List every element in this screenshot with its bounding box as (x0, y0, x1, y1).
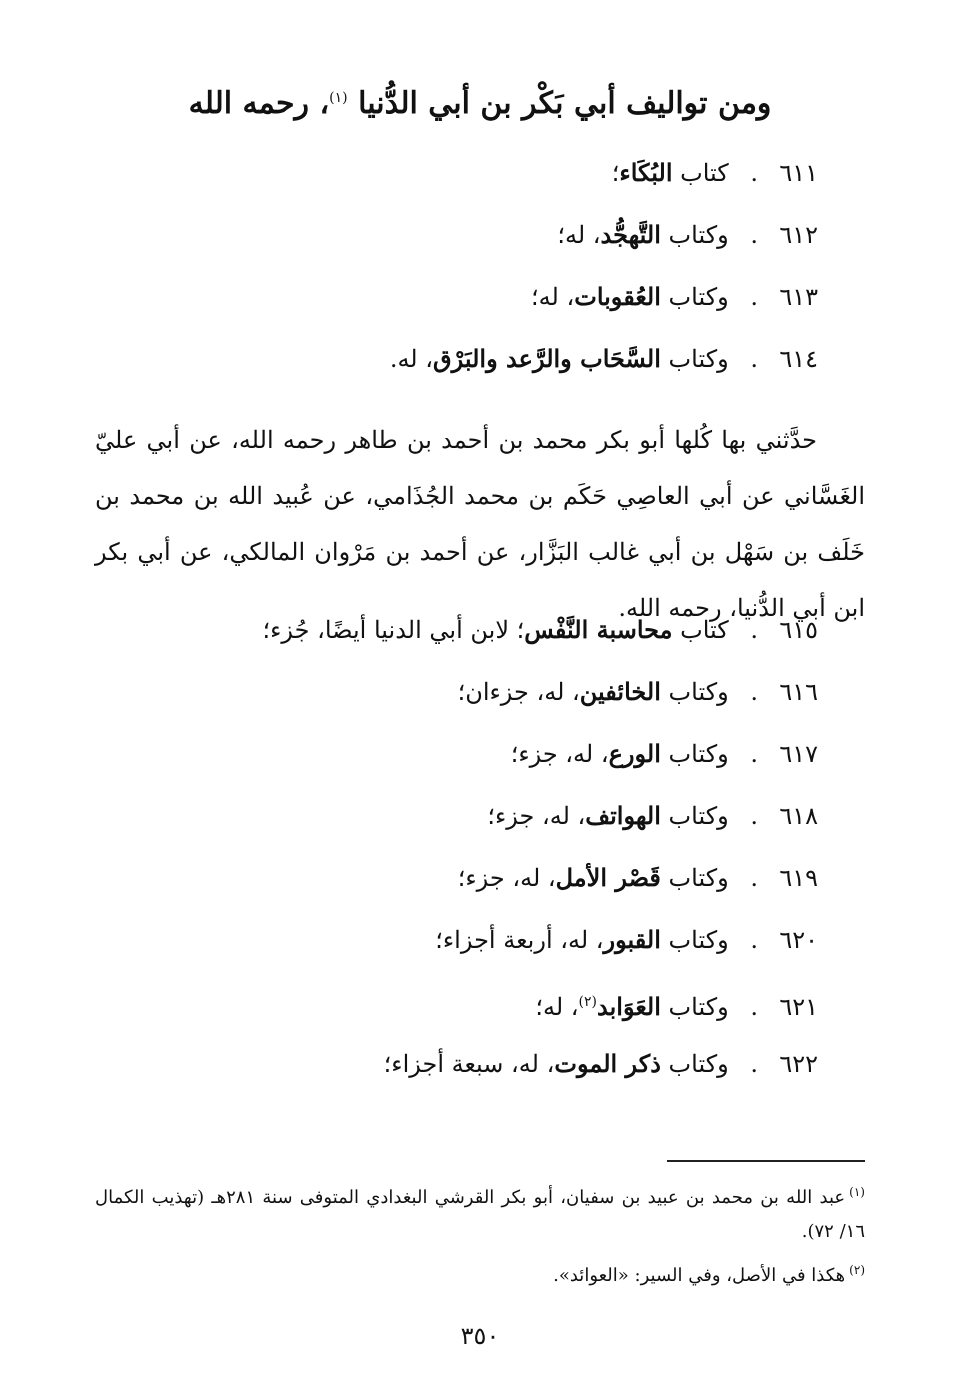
entry-prefix: وكتاب (668, 283, 729, 311)
entry-rest: ؛ (611, 159, 620, 187)
book-list-2 (198, 602, 818, 1098)
entry-prefix: وكتاب (668, 993, 729, 1021)
entry-number: ٦٢١ (779, 993, 818, 1021)
entry-title: التَّهجُّد (600, 220, 661, 249)
heading-tail: ، رحمه الله (188, 86, 330, 121)
page-number: ٣٥٠ (460, 1322, 500, 1350)
heading-footnote-mark[interactable]: (١) (329, 90, 348, 106)
list-item: ٦٢٠. وكتاب القبور، له، أربعة أجزاء؛ (198, 912, 818, 974)
entry-rest: ، له؛ (557, 221, 601, 249)
entry-rest: ، له، جزء؛ (457, 864, 556, 892)
entry-rest: ، له، سبعة أجزاء؛ (383, 1050, 555, 1078)
list-item: ٦١٩. وكتاب قَصْر الأمل، له، جزء؛ (198, 850, 818, 912)
footnote-text: عبد الله بن محمد بن عبيد بن سفيان، أبو بكر القرشي البغدادي المتوفى سنة ٢٨١هـ (تهذيب الكمال ١٦/ ٧٢). (95, 1187, 865, 1242)
entry-title: محاسبة النَّفْس (524, 615, 673, 644)
section-heading (150, 70, 810, 132)
entry-prefix: وكتاب (668, 345, 729, 373)
entry-prefix: وكتاب (668, 864, 729, 892)
entry-prefix: كتاب (680, 616, 729, 644)
list-item: ٦١٨. وكتاب الهواتف، له، جزء؛ (198, 788, 818, 850)
entry-title: العُقوبات (574, 282, 661, 311)
entry-number: ٦١٦ (779, 678, 818, 706)
entry-prefix: كتاب (680, 159, 729, 187)
entry-rest: ، له، جزء؛ (510, 740, 609, 768)
entry-rest: ، له. (389, 345, 433, 373)
entry-prefix: وكتاب (668, 678, 729, 706)
entry-number: ٦١٨ (779, 802, 818, 830)
entry-title: السَّحَاب والرَّعد والبَرْق (433, 344, 661, 373)
entry-number: ٦١٧ (779, 740, 818, 768)
entry-rest: ؛ لابن أبي الدنيا أيضًا، جُزء؛ (262, 616, 525, 644)
entry-prefix: وكتاب (668, 740, 729, 768)
list-item: ٦٢١. وكتاب العَوَابد$^{(٢)}$، له؛ (198, 974, 818, 1036)
list-item: ٦١٦. وكتاب الخائفين، له، جزءان؛ (198, 664, 818, 726)
list-item: ٦١٧. وكتاب الورع، له، جزء؛ (198, 726, 818, 788)
entry-footnote-mark[interactable]: (٢) (578, 994, 597, 1010)
footnote-2 (95, 1253, 865, 1293)
footnote-divider (667, 1160, 865, 1162)
entry-title: الهواتف (585, 801, 661, 830)
entry-rest: ، له، أربعة أجزاء؛ (435, 926, 604, 954)
footnote-text: هكذا في الأصل، وفي السير: «العوائد». (553, 1265, 846, 1286)
entry-title: ذكر الموت (554, 1049, 661, 1078)
entry-number: ٦١٥ (779, 616, 818, 644)
footnote-1 (95, 1175, 865, 1249)
list-item: ٦١٥. كتاب محاسبة النَّفْس؛ لابن أبي الدنيا أيضًا، جُزء؛ (198, 602, 818, 664)
entry-rest: ، له، جزء؛ (487, 802, 586, 830)
entry-number: ٦١١ (779, 159, 818, 187)
list-item: ٦١١. كتاب البُكَاء؛ (198, 145, 818, 207)
entry-prefix: وكتاب (668, 1050, 729, 1078)
transmission-paragraph: حدَّثني بها كُلها أبو بكر محمد بن أحمد بن طاهر رحمه الله، عن أبي عليّ الغَسَّاني عن أبي العاصِي حَكَم بن محمد الجُذَامي، عن عُبيد الله بن محمد بن خَلَف بن سَهْل بن أبي غالب البَزَّار، عن أحمد بن مَرْوان المالكي، عن أبي بكر ابن أبي الدُّنيا، رحمه الله. (95, 426, 865, 622)
entry-number: ٦٢٠ (779, 926, 818, 954)
entry-rest: ، له؛ (531, 283, 575, 311)
entry-prefix: وكتاب (668, 802, 729, 830)
entry-prefix: وكتاب (668, 926, 729, 954)
entry-rest: ، له؛ (535, 993, 579, 1021)
list-item: ٦١٣. وكتاب العُقوبات، له؛ (198, 269, 818, 331)
entry-number: ٦١٩ (779, 864, 818, 892)
footnotes (95, 1175, 865, 1297)
entry-number: ٦١٤ (779, 345, 818, 373)
footnote-mark: (١) (849, 1185, 865, 1199)
list-item: ٦٢٢. وكتاب ذكر الموت، له، سبعة أجزاء؛ (198, 1036, 818, 1098)
entry-number: ٦٢٢ (779, 1050, 818, 1078)
entry-title: العَوَابد (597, 992, 661, 1021)
entry-title: القبور (603, 925, 661, 954)
entry-rest: ، له، جزءان؛ (457, 678, 580, 706)
heading-text: ومن تواليف أبي بَكْر بن أبي الدُّنيا (358, 86, 772, 121)
footnote-mark: (٢) (849, 1263, 865, 1277)
entry-title: الورع (608, 739, 661, 768)
entry-prefix: وكتاب (668, 221, 729, 249)
entry-number: ٦١٣ (779, 283, 818, 311)
entry-title: الخائفين (579, 677, 661, 706)
entry-title: قَصْر الأمل (555, 863, 661, 892)
entry-number: ٦١٢ (779, 221, 818, 249)
book-list-1 (198, 145, 818, 393)
list-item: ٦١٤. وكتاب السَّحَاب والرَّعد والبَرْق، له. (198, 331, 818, 393)
list-item: ٦١٢. وكتاب التَّهجُّد، له؛ (198, 207, 818, 269)
entry-title: البُكَاء (619, 158, 673, 187)
